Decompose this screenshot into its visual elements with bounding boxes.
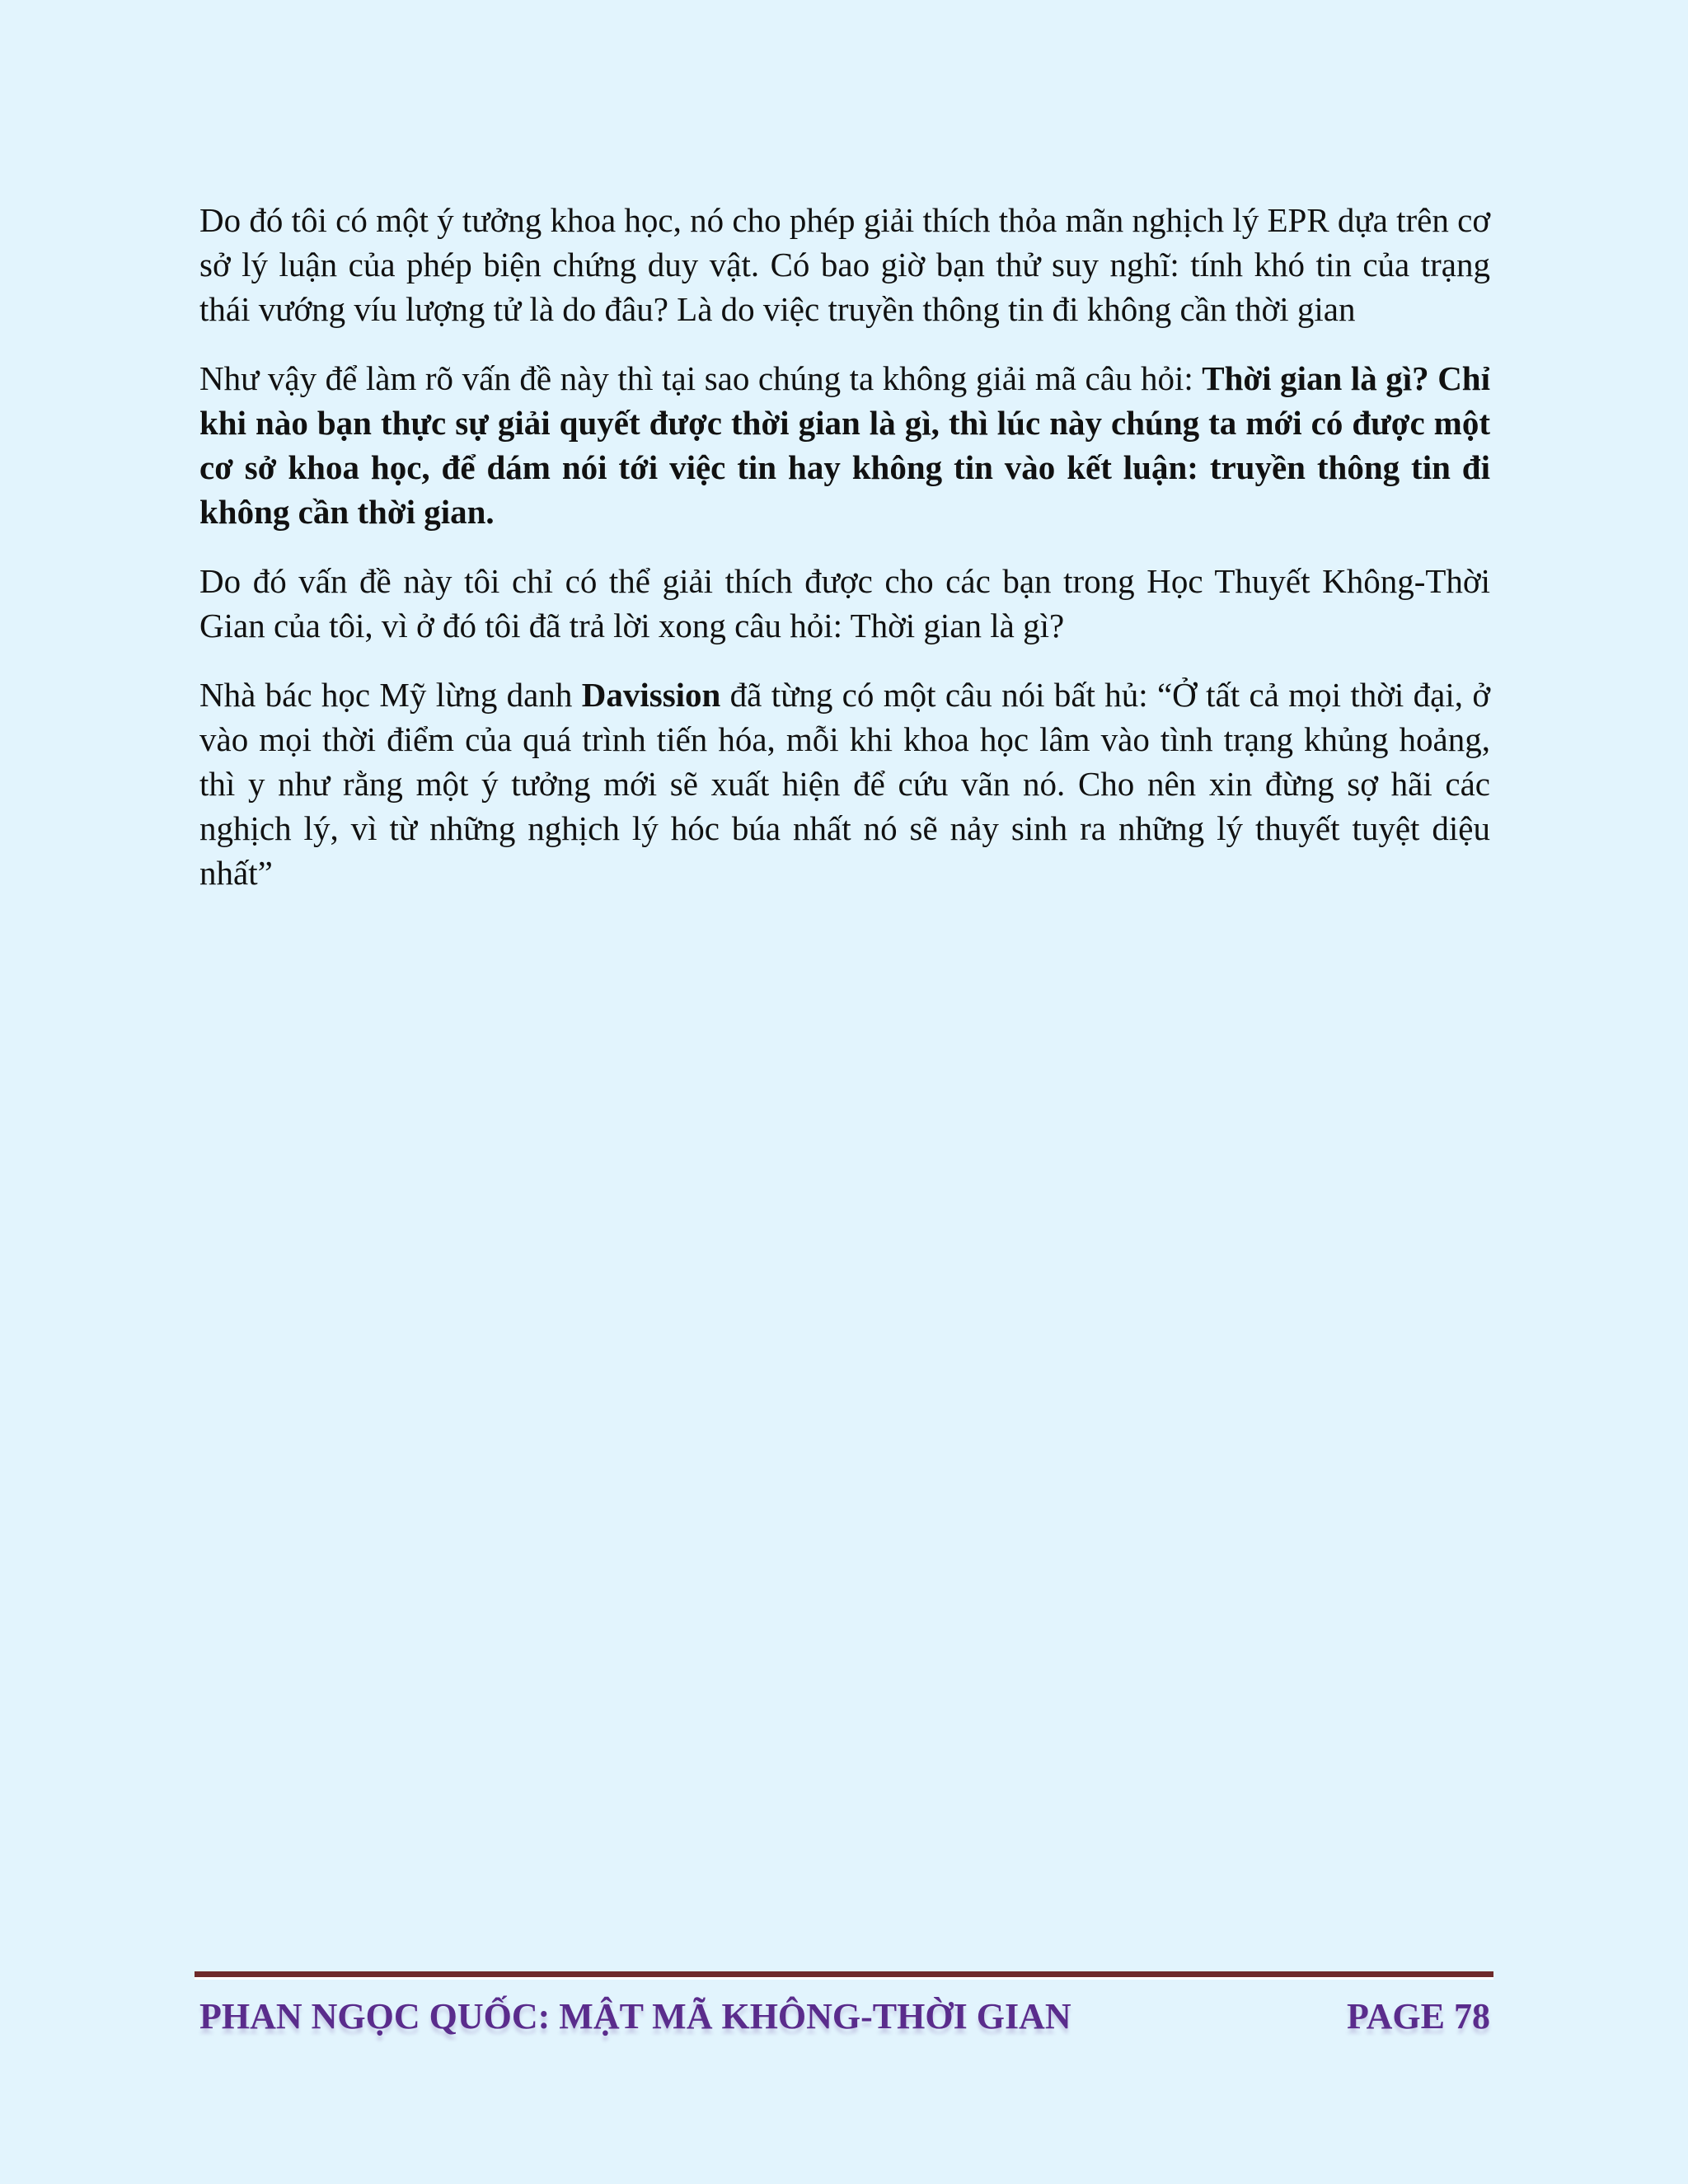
footer-page-number: PAGE 78 bbox=[1347, 1996, 1490, 2036]
document-body bbox=[199, 198, 1490, 920]
paragraph-davission-quote bbox=[199, 673, 1490, 895]
paragraph-text: Nhà bác học Mỹ lừng danh bbox=[199, 676, 582, 714]
page-footer bbox=[199, 1985, 1490, 2037]
paragraph-time-question bbox=[199, 356, 1490, 534]
footer-divider-gap bbox=[195, 1977, 1493, 1980]
paragraph-epr-idea bbox=[199, 198, 1490, 331]
paragraph-space-time-theory bbox=[199, 559, 1490, 648]
bold-name: Davission bbox=[581, 676, 721, 714]
paragraph-text: Do đó tôi có một ý tưởng khoa học, nó cho phép giải thích thỏa mãn nghịch lý EPR dựa trên cơ sở lý luận của phép biện chứng duy vật. Có bao giờ bạn thử suy nghĩ: tính khó tin của trạng thái vướng víu lượng tử là do đâu? Là do việc truyền thông tin đi không cần thời gian bbox=[199, 201, 1490, 328]
footer-book-title: PHAN NGỌC QUỐC: MẬT MÃ KHÔNG-THỜI GIAN bbox=[199, 1996, 1071, 2036]
bold-emphasis: Thời gian là gì? Chỉ khi nào bạn thực sự giải quyết được thời gian là gì, thì lúc này chúng ta mới có được một cơ sở khoa học, để dám nói tới việc tin hay không tin vào kết luận: truyền thông tin đi không cần thời gian. bbox=[199, 359, 1490, 531]
paragraph-text: Do đó vấn đề này tôi chỉ có thể giải thích được cho các bạn trong Học Thuyết Không-Thời Gian của tôi, vì ở đó tôi đã trả lời xong câu hỏi: Thời gian là gì? bbox=[199, 562, 1490, 644]
paragraph-text: Như vậy để làm rõ vấn đề này thì tại sao chúng ta không giải mã câu hỏi: bbox=[199, 359, 1203, 397]
paragraph-text: đã từng có một câu nói bất hủ: “Ở tất cả mọi thời đại, ở vào mọi thời điểm của quá trình tiến hóa, mỗi khi khoa học lâm vào tình trạng khủng hoảng, thì y như rằng một ý tưởng mới sẽ xuất hiện để cứu vãn nó. Cho nên xin đừng sợ hãi các nghịch lý, vì từ những nghịch lý hóc búa nhất nó sẽ nảy sinh ra những lý thuyết tuyệt diệu nhất” bbox=[199, 676, 1490, 892]
